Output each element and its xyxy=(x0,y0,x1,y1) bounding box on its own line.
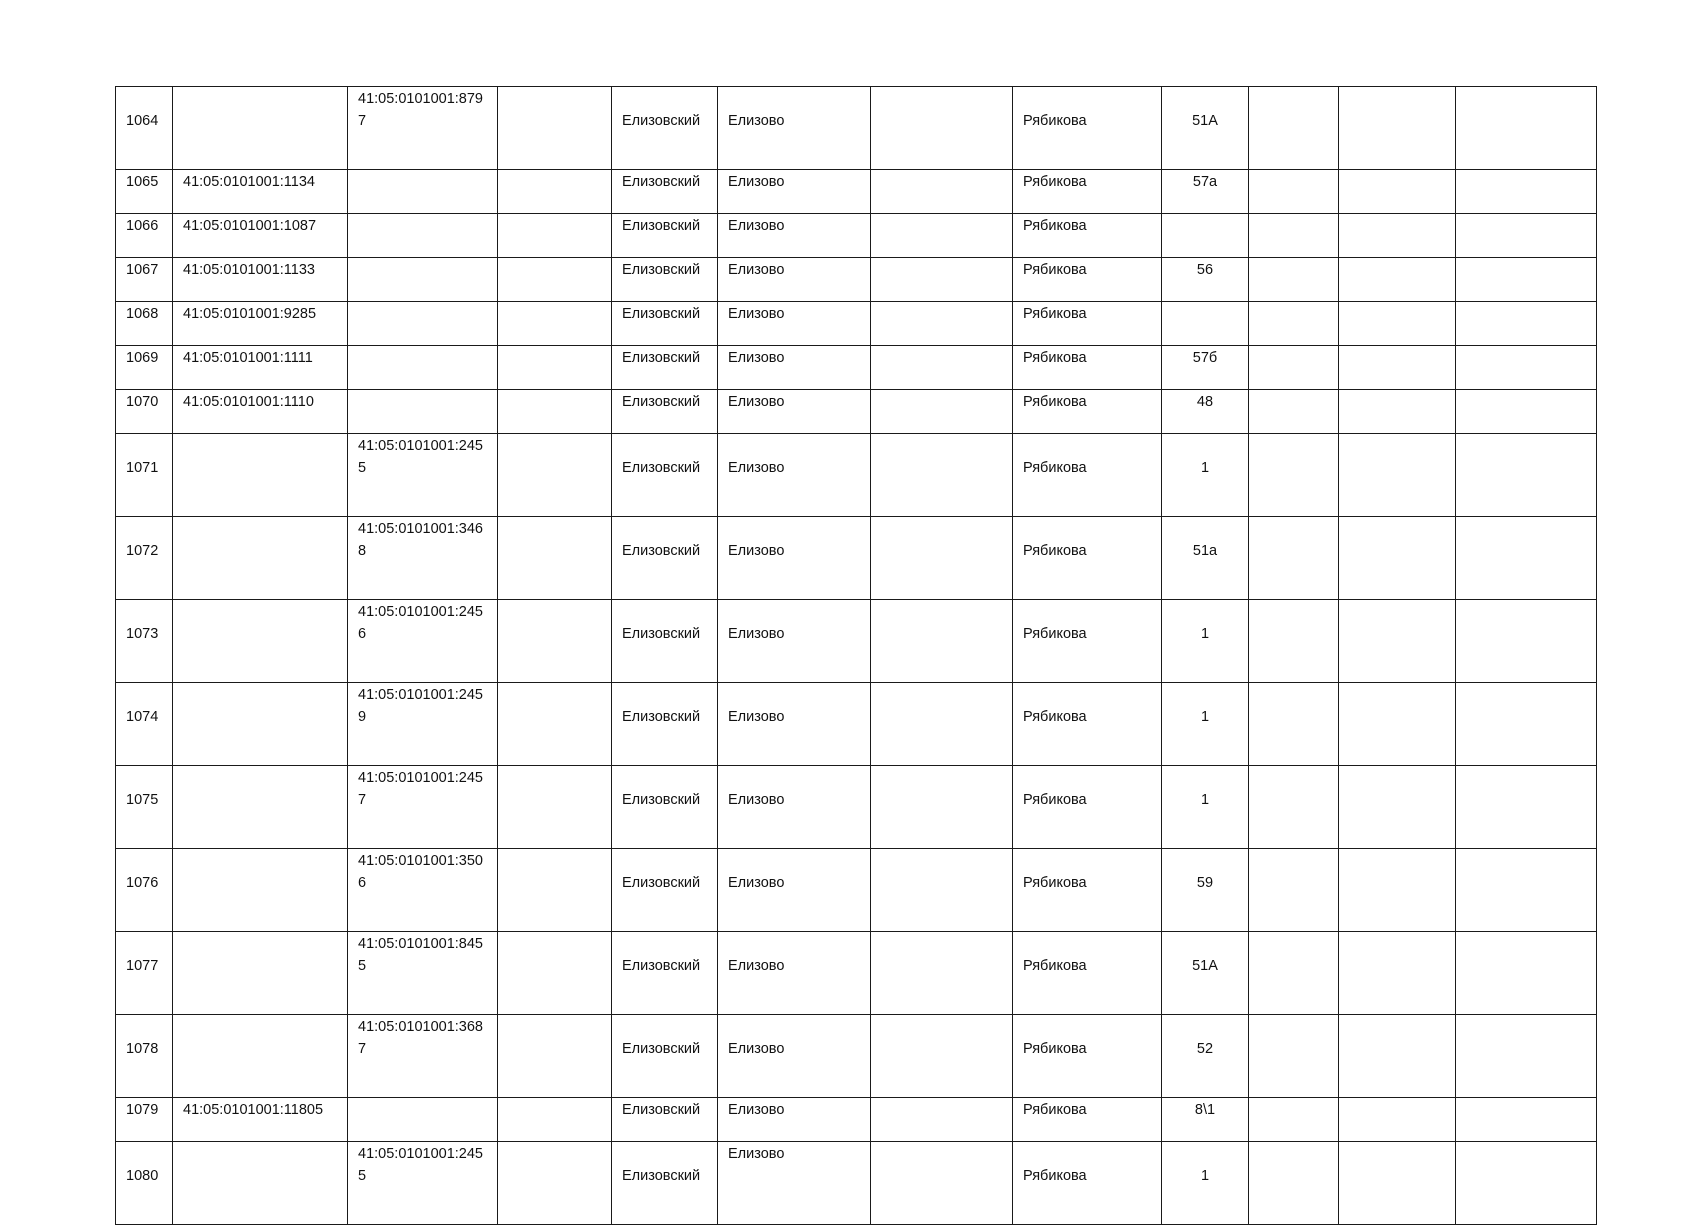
cell-cadastral-number-land xyxy=(173,849,348,932)
cell-cadastral-number-building: 41:05:0101001:3687 xyxy=(348,1015,498,1098)
cell-cadastral-number-land: 41:05:0101001:9285 xyxy=(173,302,348,346)
cell-empty xyxy=(498,87,612,170)
cell-cadastral-number-building: 41:05:0101001:2455 xyxy=(348,1142,498,1225)
cell-street: Рябикова xyxy=(1013,170,1162,214)
cell-row-number: 1077 xyxy=(116,932,173,1015)
cell-cadastral-number-building xyxy=(348,1098,498,1142)
cell-house-number: 1 xyxy=(1162,683,1249,766)
cell-empty xyxy=(1249,302,1339,346)
cell-empty xyxy=(1339,87,1456,170)
cell-empty xyxy=(1339,1098,1456,1142)
cell-street: Рябикова xyxy=(1013,302,1162,346)
cell-city: Елизово xyxy=(718,302,871,346)
cell-district: Елизовский xyxy=(612,600,718,683)
cell-house-number: 1 xyxy=(1162,600,1249,683)
cell-house-number: 51А xyxy=(1162,932,1249,1015)
cell-cadastral-number-building: 41:05:0101001:3506 xyxy=(348,849,498,932)
cell-empty xyxy=(498,600,612,683)
cell-row-number: 1067 xyxy=(116,258,173,302)
cell-cadastral-number-land xyxy=(173,517,348,600)
cell-city: Елизово xyxy=(718,170,871,214)
cell-empty xyxy=(498,258,612,302)
cell-empty xyxy=(1456,258,1597,302)
cell-city: Елизово xyxy=(718,258,871,302)
cell-cadastral-number-building: 41:05:0101001:2459 xyxy=(348,683,498,766)
cell-empty xyxy=(1339,1015,1456,1098)
table-row xyxy=(116,766,1597,849)
cell-house-number: 59 xyxy=(1162,849,1249,932)
cell-city: Елизово xyxy=(718,390,871,434)
cell-house-number: 56 xyxy=(1162,258,1249,302)
cell-empty xyxy=(1456,170,1597,214)
cell-cadastral-number-building xyxy=(348,170,498,214)
cell-street: Рябикова xyxy=(1013,849,1162,932)
cell-empty xyxy=(1339,517,1456,600)
cell-empty xyxy=(1339,170,1456,214)
cell-cadastral-number-land: 41:05:0101001:11805 xyxy=(173,1098,348,1142)
cell-cadastral-number-land xyxy=(173,766,348,849)
cell-empty xyxy=(1456,434,1597,517)
cell-cadastral-number-land xyxy=(173,600,348,683)
table-row xyxy=(116,683,1597,766)
cell-empty xyxy=(1456,683,1597,766)
cell-district: Елизовский xyxy=(612,258,718,302)
cell-empty xyxy=(1249,1015,1339,1098)
cell-empty xyxy=(1249,346,1339,390)
cell-street: Рябикова xyxy=(1013,1015,1162,1098)
cell-empty xyxy=(1456,214,1597,258)
cell-empty xyxy=(1339,390,1456,434)
cell-row-number: 1065 xyxy=(116,170,173,214)
table-row xyxy=(116,434,1597,517)
cell-house-number: 51А xyxy=(1162,87,1249,170)
cell-house-number: 52 xyxy=(1162,1015,1249,1098)
cell-city: Елизово xyxy=(718,1098,871,1142)
cell-row-number: 1079 xyxy=(116,1098,173,1142)
cell-empty xyxy=(871,346,1013,390)
cell-empty xyxy=(871,434,1013,517)
cell-city: Елизово xyxy=(718,849,871,932)
cell-empty xyxy=(1249,390,1339,434)
cell-empty xyxy=(1339,214,1456,258)
cell-empty xyxy=(1249,434,1339,517)
cell-city: Елизово xyxy=(718,600,871,683)
cell-empty xyxy=(498,214,612,258)
cell-empty xyxy=(871,600,1013,683)
cell-city: Елизово xyxy=(718,766,871,849)
table-row xyxy=(116,517,1597,600)
cell-empty xyxy=(1249,258,1339,302)
cell-house-number: 57а xyxy=(1162,170,1249,214)
cell-empty xyxy=(1249,1098,1339,1142)
cell-empty xyxy=(498,1015,612,1098)
cell-house-number: 1 xyxy=(1162,1142,1249,1225)
cell-district: Елизовский xyxy=(612,170,718,214)
cell-empty xyxy=(498,683,612,766)
cell-empty xyxy=(498,849,612,932)
cell-row-number: 1064 xyxy=(116,87,173,170)
cell-cadastral-number-building: 41:05:0101001:2457 xyxy=(348,766,498,849)
cell-city: Елизово xyxy=(718,1015,871,1098)
cell-cadastral-number-building xyxy=(348,214,498,258)
cell-empty xyxy=(1456,1015,1597,1098)
cell-district: Елизовский xyxy=(612,683,718,766)
table-row xyxy=(116,258,1597,302)
cell-city: Елизово xyxy=(718,1142,871,1225)
cell-empty xyxy=(1249,214,1339,258)
cell-empty xyxy=(1456,390,1597,434)
cell-row-number: 1078 xyxy=(116,1015,173,1098)
cell-district: Елизовский xyxy=(612,517,718,600)
cell-cadastral-number-land xyxy=(173,87,348,170)
cell-empty xyxy=(1456,600,1597,683)
cell-row-number: 1076 xyxy=(116,849,173,932)
cell-empty xyxy=(498,1142,612,1225)
cell-empty xyxy=(871,849,1013,932)
cell-row-number: 1068 xyxy=(116,302,173,346)
cell-empty xyxy=(1456,1098,1597,1142)
table-row xyxy=(116,1098,1597,1142)
cell-empty xyxy=(498,170,612,214)
cell-street: Рябикова xyxy=(1013,932,1162,1015)
cell-empty xyxy=(871,87,1013,170)
cell-street: Рябикова xyxy=(1013,258,1162,302)
cell-cadastral-number-building: 41:05:0101001:8455 xyxy=(348,932,498,1015)
cell-empty xyxy=(498,766,612,849)
cell-street: Рябикова xyxy=(1013,517,1162,600)
cell-empty xyxy=(871,932,1013,1015)
cell-house-number: 51а xyxy=(1162,517,1249,600)
cell-cadastral-number-land: 41:05:0101001:1134 xyxy=(173,170,348,214)
cell-street: Рябикова xyxy=(1013,390,1162,434)
cell-cadastral-number-building: 41:05:0101001:8797 xyxy=(348,87,498,170)
cell-empty xyxy=(1339,766,1456,849)
cell-empty xyxy=(1456,302,1597,346)
cell-empty xyxy=(1249,600,1339,683)
table-row xyxy=(116,87,1597,170)
cell-cadastral-number-building xyxy=(348,302,498,346)
cell-cadastral-number-building xyxy=(348,258,498,302)
cell-row-number: 1070 xyxy=(116,390,173,434)
cell-city: Елизово xyxy=(718,346,871,390)
cell-district: Елизовский xyxy=(612,390,718,434)
cell-row-number: 1072 xyxy=(116,517,173,600)
cell-empty xyxy=(1456,766,1597,849)
cell-cadastral-number-land xyxy=(173,932,348,1015)
cell-cadastral-number-land xyxy=(173,1015,348,1098)
cell-district: Елизовский xyxy=(612,766,718,849)
cell-house-number: 48 xyxy=(1162,390,1249,434)
cell-empty xyxy=(1456,87,1597,170)
cell-house-number: 1 xyxy=(1162,766,1249,849)
cell-row-number: 1071 xyxy=(116,434,173,517)
cell-empty xyxy=(871,1015,1013,1098)
cell-district: Елизовский xyxy=(612,932,718,1015)
cell-empty xyxy=(1339,600,1456,683)
table-row xyxy=(116,600,1597,683)
cell-empty xyxy=(1249,849,1339,932)
cell-empty xyxy=(871,1142,1013,1225)
cell-cadastral-number-land xyxy=(173,434,348,517)
cell-empty xyxy=(1249,87,1339,170)
cell-empty xyxy=(1339,434,1456,517)
cell-empty xyxy=(1456,849,1597,932)
cell-cadastral-number-building xyxy=(348,390,498,434)
cell-empty xyxy=(498,517,612,600)
cell-district: Елизовский xyxy=(612,87,718,170)
cell-empty xyxy=(1339,346,1456,390)
cell-row-number: 1066 xyxy=(116,214,173,258)
cell-empty xyxy=(498,390,612,434)
cell-empty xyxy=(1249,1142,1339,1225)
cell-empty xyxy=(1249,517,1339,600)
cell-empty xyxy=(871,766,1013,849)
cell-row-number: 1074 xyxy=(116,683,173,766)
cell-empty xyxy=(1249,766,1339,849)
cell-cadastral-number-land: 41:05:0101001:1110 xyxy=(173,390,348,434)
cell-empty xyxy=(871,214,1013,258)
cell-empty xyxy=(871,1098,1013,1142)
cell-district: Елизовский xyxy=(612,1098,718,1142)
cell-cadastral-number-land: 41:05:0101001:1111 xyxy=(173,346,348,390)
cell-empty xyxy=(498,1098,612,1142)
cell-house-number: 8\1 xyxy=(1162,1098,1249,1142)
cell-house-number xyxy=(1162,214,1249,258)
cell-street: Рябикова xyxy=(1013,346,1162,390)
cell-empty xyxy=(498,302,612,346)
cell-empty xyxy=(1456,1142,1597,1225)
cell-district: Елизовский xyxy=(612,434,718,517)
cell-empty xyxy=(498,932,612,1015)
cell-street: Рябикова xyxy=(1013,434,1162,517)
cell-empty xyxy=(1249,932,1339,1015)
cell-empty xyxy=(1339,932,1456,1015)
cell-cadastral-number-land xyxy=(173,1142,348,1225)
cell-city: Елизово xyxy=(718,683,871,766)
cell-cadastral-number-building: 41:05:0101001:3468 xyxy=(348,517,498,600)
cell-street: Рябикова xyxy=(1013,683,1162,766)
cell-city: Елизово xyxy=(718,517,871,600)
cell-street: Рябикова xyxy=(1013,214,1162,258)
cell-cadastral-number-building: 41:05:0101001:2455 xyxy=(348,434,498,517)
cell-cadastral-number-building: 41:05:0101001:2456 xyxy=(348,600,498,683)
cell-cadastral-number-land xyxy=(173,683,348,766)
cell-empty xyxy=(1339,683,1456,766)
cell-empty xyxy=(498,346,612,390)
registry-table xyxy=(115,86,1597,1225)
cell-street: Рябикова xyxy=(1013,1142,1162,1225)
table-row xyxy=(116,932,1597,1015)
cell-row-number: 1069 xyxy=(116,346,173,390)
cell-city: Елизово xyxy=(718,87,871,170)
cell-district: Елизовский xyxy=(612,1015,718,1098)
table-row xyxy=(116,346,1597,390)
table-row xyxy=(116,390,1597,434)
cell-empty xyxy=(871,517,1013,600)
cell-cadastral-number-building xyxy=(348,346,498,390)
cell-empty xyxy=(871,170,1013,214)
table-row xyxy=(116,214,1597,258)
table-row xyxy=(116,170,1597,214)
cell-empty xyxy=(1456,346,1597,390)
cell-empty xyxy=(1456,932,1597,1015)
cell-row-number: 1075 xyxy=(116,766,173,849)
cell-city: Елизово xyxy=(718,214,871,258)
cell-empty xyxy=(871,258,1013,302)
cell-row-number: 1080 xyxy=(116,1142,173,1225)
table-row xyxy=(116,1142,1597,1225)
cell-empty xyxy=(1456,517,1597,600)
cell-empty xyxy=(1249,170,1339,214)
cell-empty xyxy=(1339,258,1456,302)
table-row xyxy=(116,1015,1597,1098)
registry-table-body xyxy=(116,87,1597,1225)
cell-empty xyxy=(1249,683,1339,766)
cell-city: Елизово xyxy=(718,434,871,517)
cell-district: Елизовский xyxy=(612,849,718,932)
cell-city: Елизово xyxy=(718,932,871,1015)
cell-empty xyxy=(871,390,1013,434)
cell-empty xyxy=(1339,302,1456,346)
table-row xyxy=(116,302,1597,346)
cell-house-number: 57б xyxy=(1162,346,1249,390)
cell-cadastral-number-land: 41:05:0101001:1133 xyxy=(173,258,348,302)
cell-empty xyxy=(871,302,1013,346)
cell-street: Рябикова xyxy=(1013,600,1162,683)
cell-district: Елизовский xyxy=(612,346,718,390)
cell-cadastral-number-land: 41:05:0101001:1087 xyxy=(173,214,348,258)
cell-empty xyxy=(871,683,1013,766)
cell-street: Рябикова xyxy=(1013,87,1162,170)
cell-empty xyxy=(1339,849,1456,932)
cell-empty xyxy=(1339,1142,1456,1225)
cell-street: Рябикова xyxy=(1013,1098,1162,1142)
cell-house-number xyxy=(1162,302,1249,346)
table-row xyxy=(116,849,1597,932)
cell-district: Елизовский xyxy=(612,302,718,346)
cell-district: Елизовский xyxy=(612,1142,718,1225)
cell-street: Рябикова xyxy=(1013,766,1162,849)
cell-district: Елизовский xyxy=(612,214,718,258)
cell-row-number: 1073 xyxy=(116,600,173,683)
cell-house-number: 1 xyxy=(1162,434,1249,517)
cell-empty xyxy=(498,434,612,517)
